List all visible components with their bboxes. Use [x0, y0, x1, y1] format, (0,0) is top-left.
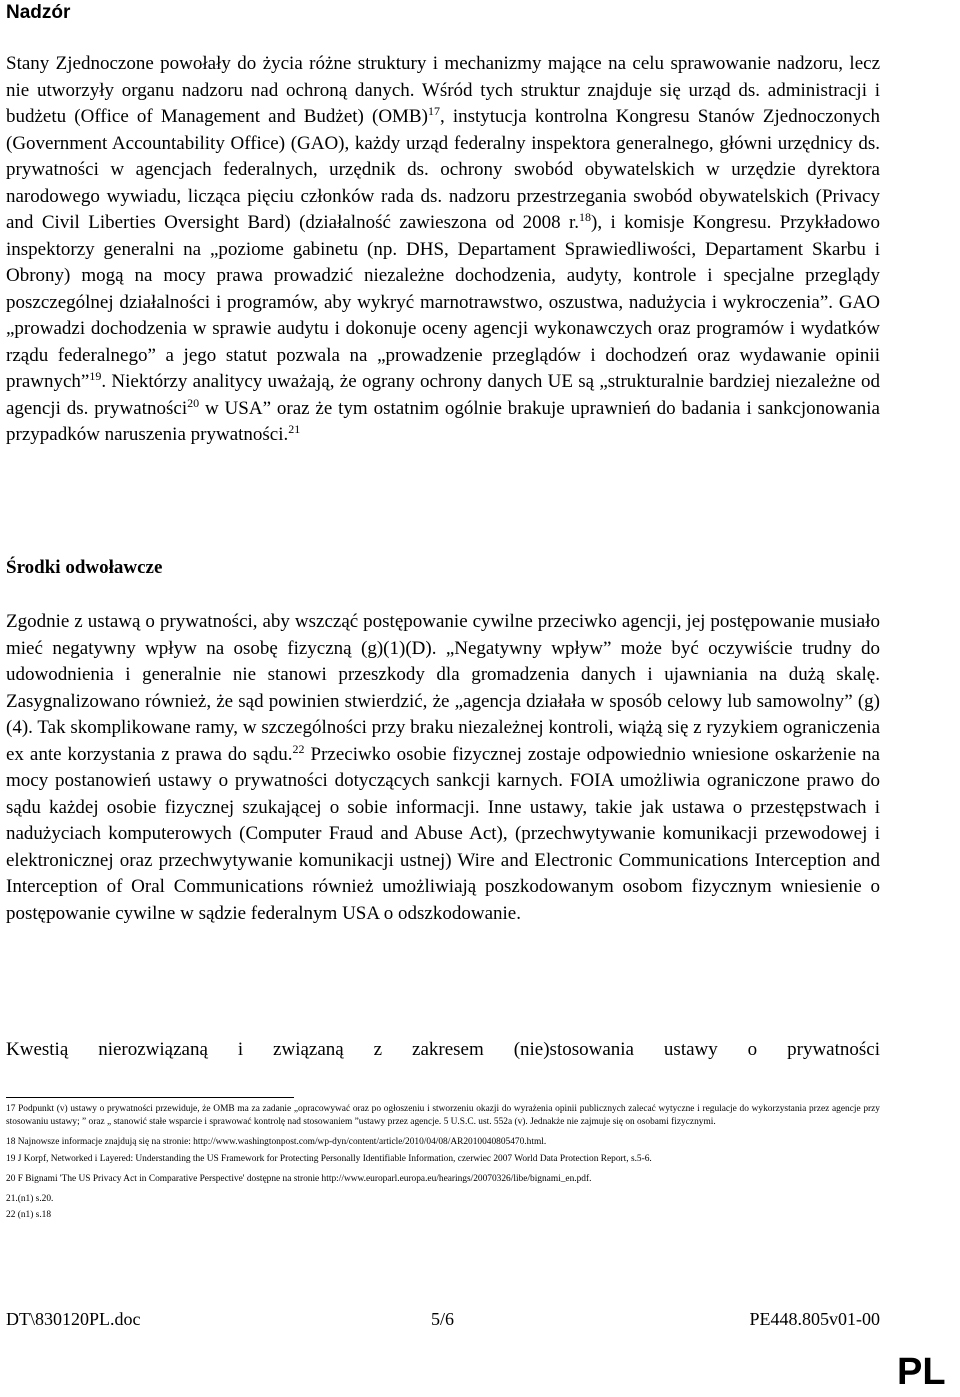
document-page — [6, 0, 881, 1329]
footnotes — [6, 1103, 880, 1229]
footnote-ref-20[interactable]: 20 — [187, 395, 200, 410]
paragraph-text: . Niektórzy analitycy uważają, że ograny ochrony danych UE są „strukturalnie bardziej niezależne od agencji ds. prywatności — [6, 371, 880, 419]
footnote-ref-18[interactable]: 18 — [579, 210, 592, 224]
paragraph-oversight — [6, 51, 880, 449]
footnote-ref-22[interactable]: 22 — [292, 741, 305, 756]
section-heading-remedies: Środki odwoławcze — [6, 557, 163, 578]
paragraph-text: ), i komisje Kongresu. Przykładowo inspektorzy generalni na „poziome gabinetu (np. DHS, Departament Sprawiedliwości, Departament Skarbu i Obrony) mogą na mocy prawa prowadzić niezależne dochodzenia, audyty, kontrole i specjalne przeglądy poszczególnej działalności i programów, aby wykryć marnotrawstwo, oszustwa, nadużycia i wykroczenia”. GAO „prowadzi dochodzenia w sprawie audytu i dokonuje oceny agencji wykonawczych oraz programów i wydatków rządu federalnego” a jego statut pozwala na „prowadzenie przeglądów i dochodzeń oraz wydawanie opinii prawnych” — [6, 212, 881, 392]
footnote-17: 17 Podpunkt (v) ustawy o prywatności przewiduje, że OMB ma za zadanie „opracowywać oraz po ogłoszeniu i stworzeniu okazji do wyrażenia opinii publicznych zalecać wytyczne i regulacje do wykorzystania przez agencje przy stosowaniu ustawy; ” oraz „ stanowić stałe wsparcie i sprawować kontrolę nad stosowaniem ”ustawy przez agencje. 5 U.S.C. ust. 552a (v). Jednakże nie zajmuje się on osobami fizycznymi. — [6, 1104, 880, 1128]
footnote-ref-19[interactable]: 19 — [89, 369, 102, 383]
paragraph-remedies — [6, 609, 880, 927]
paragraph-text: Przeciwko osobie fizycznej zostaje odpowiednio wniesione oskarżenie na mocy postanowień ustawy o prywatności dotyczących sankcji karnych. FOIA umożliwia ograniczone prawo do sądu każdej osobie fizycznej szukającej o sobie informacji. Inne ustawy, takie jak ustawa o przestępstwach i nadużyciach komputerowych (Computer Fraud and Abuse Act), (przechwytywanie komunikacji przewodowej i elektronicznej oraz przechwytywanie komunikacji ustnej) Wire and Electronic Communications Interception and Interception of Oral Communications również umożliwiają poszkodowanym osobom fizycznym wniesienie o postępowanie cywilne w sądzie federalnym USA o odszkodowanie. — [6, 743, 880, 924]
footnote-20: 20 F Bignami 'The US Privacy Act in Comparative Perspective' dostępne na stronie http://www.europarl.europa.eu/hearings/20070326/libe/bignami_en.pdf. — [6, 1173, 592, 1184]
paragraph-text: Stany Zjednoczone powołały do życia różne struktury i mechanizmy mające na celu sprawowanie nadzoru, lecz nie utworzyły organu nadzoru nad ochroną danych. Wśród tych struktur znajduje się urząd ds. administracji i budżetu (Office of Management and Budżet) (OMB) — [6, 53, 880, 127]
paragraph-text: , instytucja kontrolna Kongresu Stanów Zjednoczonych (Government Accountability Office) (GAO), każdy urząd federalny inspektora generalnego, główni urzędnicy ds. prywatności w agencjach federalnych, urzędnik ds. ochrony swobód obywatelskich w urzędzie dyrektora narodowego wywiadu, licząca pięciu członków rada ds. nadzoru przestrzegania swobód obywatelskich (Privacy and Civil Liberties Oversight Bard) (działalność zawieszona od 2008 r. — [6, 106, 880, 233]
language-code: PL — [897, 1351, 946, 1393]
footnote-19: 19 J Korpf, Networked i Layered: Understanding the US Framework for Protecting Personally Identifiable Information, czerwiec 2007 World Data Protection Report, s.5-6. — [6, 1153, 652, 1164]
paragraph-text: Zgodnie z ustawą o prywatności, aby wszcząć postępowanie cywilne przeciwko agencji, jej postępowanie musiało mieć negatywny wpływ na osobę fizyczną (g)(1)(D). „Negatywny wpływ” może być oczywiście trudny do udowodnienia i generalnie nie stanowi przeszkody dla gromadzenia danych i ujawniania na dużą skalę. Zasygnalizowano również, że sąd powinien stwierdzić, że „agencja działała w sposób celowy lub samowolny” (g)(4). Tak skomplikowane ramy, w szczególności przy braku niezależnej kontroli, wiążą się z ryzykiem ograniczenia ex ante korzystania z prawa do sądu. — [6, 611, 880, 765]
paragraph-unresolved: Kwestią nierozwiązaną i związaną z zakresem (nie)stosowania ustawy o prywatności — [6, 1039, 880, 1060]
footnote-22: 22 (n1) s.18 — [6, 1210, 52, 1221]
page-number: 5/6 — [431, 1309, 455, 1329]
document-reference: PE448.805v01-00 — [749, 1309, 880, 1329]
footnote-18: 18 Najnowsze informacje znajdują się na stronie: http://www.washingtonpost.com/wp-dyn/content/article/2010/04/08/AR2010040805470.html. — [6, 1137, 547, 1148]
footnote-21: 21.(n1) s.20. — [6, 1194, 54, 1205]
document-filename: DT\830120PL.doc — [6, 1309, 141, 1329]
footnote-ref-17[interactable]: 17 — [427, 104, 440, 118]
footnote-separator — [6, 1097, 294, 1098]
footnote-ref-21[interactable]: 21 — [288, 422, 301, 436]
paragraph-text: w USA” oraz że tym ostatnim ogólnie brakuje uprawnień do badania i sankcjonowania przypadków naruszenia prywatności. — [6, 397, 880, 445]
section-title-nadzor: Nadzór — [6, 2, 71, 23]
